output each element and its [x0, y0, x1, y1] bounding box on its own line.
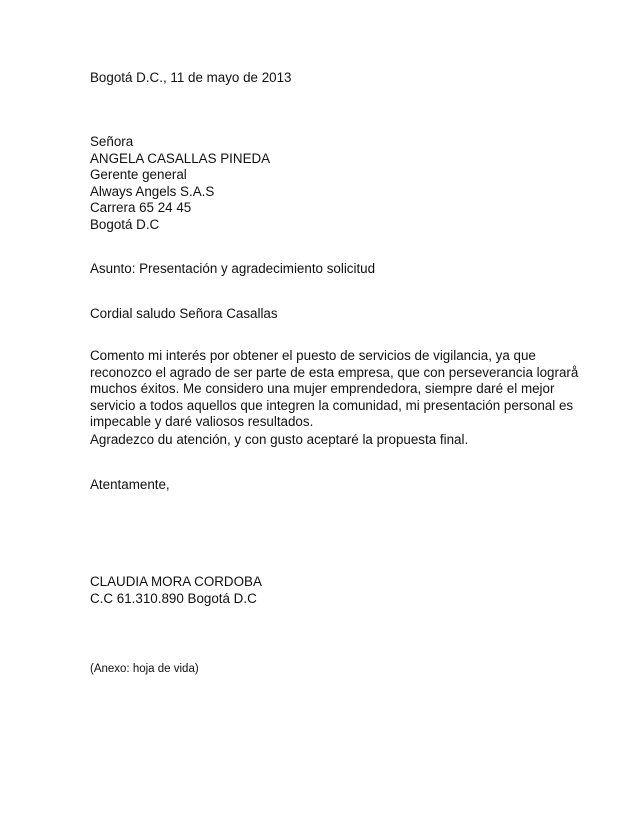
- body-line: servicio a todos aquellos que integren la comunidad, mi presentación personal es: [90, 397, 574, 413]
- subject-line: [90, 261, 560, 278]
- recipient-city: Bogotá D.C: [90, 216, 160, 232]
- recipient-title: Señora: [90, 134, 134, 149]
- recipient-block: [90, 134, 560, 233]
- signature-block: [90, 574, 560, 607]
- recipient-position: Gerente general: [90, 167, 187, 182]
- greeting: [90, 306, 560, 323]
- body-paragraph: [90, 348, 579, 431]
- greeting-text: Cordial saludo Señora Casallas: [90, 306, 278, 321]
- date-text: Bogotá D.C., 11 de mayo de 2013: [90, 70, 292, 85]
- signature-name: CLAUDIA MORA CORDOBA: [90, 574, 262, 589]
- thanks-paragraph: [90, 432, 560, 449]
- closing-text: Atentamente,: [90, 477, 170, 492]
- annex-note: [90, 661, 560, 678]
- closing: [90, 477, 560, 494]
- thanks-text: Agradezco du atención, y con gusto aceptaré la propuesta final.: [90, 432, 469, 447]
- body-line: impecable y daré valiosos resultados.: [90, 414, 314, 429]
- body-line: muchos éxitos. Me considero una mujer emprendedora, siempre daré el mejor: [90, 381, 555, 396]
- recipient-address: Carrera 65 24 45: [90, 200, 192, 215]
- body-line: reconozco el agrado de ser parte de esta empresa, que con perseverancia lograrå: [90, 364, 579, 380]
- recipient-company: Always Angels S.A.S: [90, 183, 215, 199]
- letter-date: [90, 70, 560, 87]
- body-line: Comento mi interés por obtener el puesto de servicios de vigilancia, ya que: [90, 348, 536, 363]
- subject-text: Asunto: Presentación y agradecimiento solicitud: [90, 261, 376, 276]
- annex-text: (Anexo: hoja de vida): [90, 663, 199, 675]
- recipient-name: ANGELA CASALLAS PINEDA: [90, 150, 271, 166]
- signature-id: C.C 61.310.890 Bogotá D.C: [90, 590, 257, 606]
